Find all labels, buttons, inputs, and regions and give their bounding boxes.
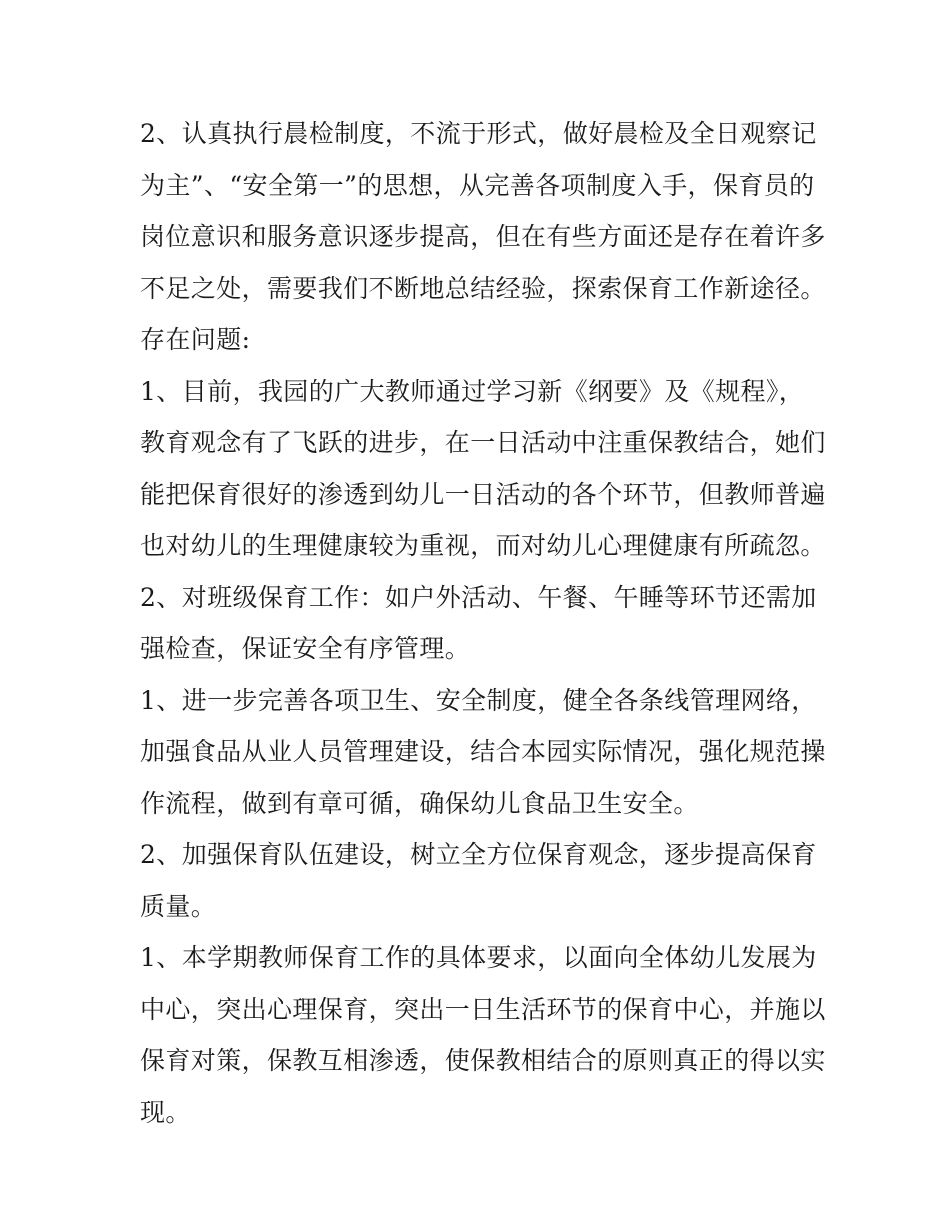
text-line-8: 能把保育很好的渗透到幼儿一日活动的各个环节，但教师普遍 (140, 479, 826, 509)
text-line-11: 强检查，保证安全有序管理。 (140, 634, 471, 663)
text-line-4: 不足之处，需要我们不断地总结经验，探索保育工作新途径。 (140, 273, 826, 303)
text-line-18: 中心，突出心理保育，突出一日生活环节的保育中心，并施以 (140, 994, 826, 1024)
text-line-7: 教育观念有了飞跃的进步，在一日活动中注重保教结合，她们 (140, 428, 826, 457)
text-line-9: 也对幼儿的生理健康较为重视，而对幼儿心理健康有所疏忽。 (140, 531, 826, 560)
text-line-14: 作流程，做到有章可循，确保幼儿食品卫生安全。 (140, 788, 699, 818)
text-line-16: 质量。 (140, 891, 217, 921)
text-line-19: 保育对策，保教互相渗透，使保教相结合的原则真正的得以实 (140, 1046, 826, 1075)
text-line-17: 1、本学期教师保育工作的具体要求，以面向全体幼儿发展为 (140, 943, 817, 972)
text-line-20: 现。 (140, 1097, 191, 1127)
text-line-6: 1、目前，我园的广大教师通过学习新《纲要》及《规程》， (140, 376, 805, 406)
text-line-15: 2、加强保育队伍建设，树立全方位保育观念，逐步提高保育 (140, 840, 817, 869)
text-line-2: 为主”、“安全第一”的思想，从完善各项制度入手，保育员的 (140, 170, 815, 200)
document-body (140, 108, 830, 1138)
text-line-13: 加强食品从业人员管理建设，结合本园实际情况，强化规范操 (140, 737, 826, 766)
text-line-10: 2、对班级保育工作：如户外活动、午餐、午睡等环节还需加 (140, 582, 817, 612)
section-heading-issues: 存在问题: (140, 325, 251, 354)
text-line-12: 1、进一步完善各项卫生、安全制度，健全各条线管理网络， (140, 685, 817, 715)
text-line-3: 岗位意识和服务意识逐步提高，但在有些方面还是存在着许多 (140, 222, 826, 251)
text-line-1: 2、认真执行晨检制度，不流于形式，做好晨检及全日观察记 (140, 119, 817, 148)
